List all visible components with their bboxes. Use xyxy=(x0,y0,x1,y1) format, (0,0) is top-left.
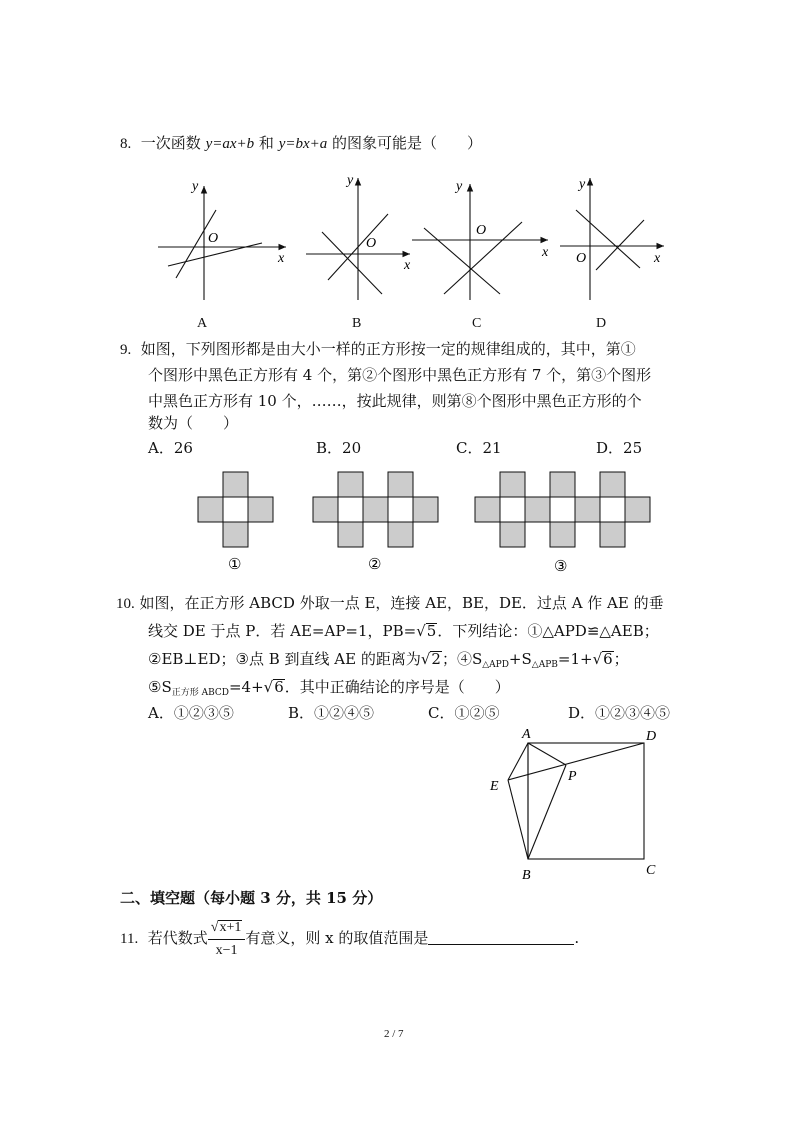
q9-line-1: 9. 如图，下列图形都是由大小一样的正方形按一定的规律组成的，其中，第① xyxy=(120,340,636,358)
q9-choice-a[interactable]: A．26 xyxy=(148,439,193,457)
q9-figure-1 xyxy=(198,472,273,547)
q9-figure-2 xyxy=(313,472,438,547)
q8-c-y-label: y xyxy=(456,179,463,194)
q8-c-x-label: x xyxy=(542,245,549,260)
q8-stem: 8. 一次函数 y=ax+b 和 y=bx+a 的图象可能是（ ） xyxy=(120,134,483,152)
q10-label-d: D xyxy=(646,729,657,744)
q8-graph-b xyxy=(306,178,410,300)
q10-sqrt-5: 5 xyxy=(426,622,437,640)
q9-choice-d[interactable]: D．25 xyxy=(596,439,643,457)
q8-function-2: y=bx+a xyxy=(278,136,328,152)
q11-number: 11. xyxy=(120,931,139,947)
q8-graph-a xyxy=(158,186,286,300)
q8-option-c[interactable]: C xyxy=(472,316,482,331)
page-number: 2 / 7 xyxy=(384,1028,404,1040)
q8-graphs xyxy=(150,170,670,315)
q10-segment-pb xyxy=(528,765,566,859)
q10-line-3: ②EB⊥ED；③点 B 到直线 AE 的距离为√2；$④S_{\triangle APD}+S_{\triangle APB}=1+√6$； xyxy=(148,650,629,670)
q10-sqrt-6b: 6 xyxy=(274,678,284,696)
q9-line-4: 数为（ ） xyxy=(148,414,239,432)
q8-option-a[interactable]: A xyxy=(197,316,208,331)
q10-choice-b[interactable]: B．①②④⑤ xyxy=(288,704,375,722)
q10-choice-d[interactable]: D．①②③④⑤ xyxy=(568,704,671,722)
q10-label-c: C xyxy=(646,863,656,878)
q10-segment-ap xyxy=(528,743,566,765)
q10-line-1: 10. 如图，在正方形 ABCD 外取一点 E，连接 AE，BE，DE．过点 A 作 AE 的垂 xyxy=(116,594,664,612)
q10-line-4: $⑤S_{正方形 ABCD}=4+√6$．其中正确结论的序号是（ ） xyxy=(148,678,510,698)
q10-number: 10. xyxy=(116,596,135,612)
q9-figures xyxy=(190,465,660,580)
q10-label-e: E xyxy=(490,779,499,794)
q10-label-p: P xyxy=(568,769,577,784)
q10-line-2: 线交 DE 于点 P．若 AE=AP=1，PB=√5．下列结论：①△APD≌△AEB； xyxy=(148,622,659,640)
q8-d-x-label: x xyxy=(654,251,661,266)
q10-segment-eb xyxy=(508,780,528,859)
q8-a-origin: O xyxy=(208,231,219,246)
q8-function-1: y=ax+b xyxy=(205,136,255,152)
q9-figure-2-label: ② xyxy=(368,557,382,573)
q8-graph-c xyxy=(412,184,548,300)
q8-graph-d xyxy=(560,178,664,300)
q8-b-origin: O xyxy=(366,236,377,251)
q8-c-origin: O xyxy=(476,223,487,238)
section-2-title: 二、填空题（每小题 3 分，共 15 分） xyxy=(120,889,383,907)
q9-figure-3-label: ③ xyxy=(554,559,568,575)
q11-stem: 11. 若代数式 $\frac{√x+1}{x-1}$ 有意义，则 x 的取值范围是 . xyxy=(120,916,579,962)
q10-choice-c[interactable]: C．①②⑤ xyxy=(428,704,500,722)
q10-square-abcd xyxy=(528,743,644,859)
q9-figure-1-label: ① xyxy=(228,557,242,573)
q8-d-origin: O xyxy=(576,251,587,266)
q8-b-y-label: y xyxy=(347,173,354,188)
q10-label-a: A xyxy=(522,727,531,742)
q11-answer-blank[interactable] xyxy=(428,928,574,945)
q8-b-x-label: x xyxy=(404,258,411,273)
q8-a-y-label: y xyxy=(192,179,199,194)
q10-segment-ae xyxy=(508,743,528,780)
q9-figure-3 xyxy=(475,472,650,547)
q10-sqrt-6a: 6 xyxy=(603,650,613,668)
q9-line-3: 中黑色正方形有 10 个，……，按此规律，则第⑧个图形中黑色正方形的个 xyxy=(148,392,642,410)
q9-choice-b[interactable]: B．20 xyxy=(316,439,362,457)
q9-line-2: 个图形中黑色正方形有 4 个，第②个图形中黑色正方形有 7 个，第③个图形 xyxy=(148,366,652,384)
q11-fraction: $\frac{√x+1}{x-1}$ xyxy=(208,917,246,962)
q8-number: 8. xyxy=(120,136,132,152)
q9-number: 9. xyxy=(120,342,132,358)
q8-option-b[interactable]: B xyxy=(352,316,362,331)
q8-a-x-label: x xyxy=(278,251,285,266)
q10-choice-a[interactable]: A．①②③⑤ xyxy=(148,704,234,722)
q10-label-b: B xyxy=(522,868,531,883)
q8-d-y-label: y xyxy=(579,177,586,192)
q8-option-d[interactable]: D xyxy=(596,316,607,331)
q10-sqrt-2: 2 xyxy=(431,650,441,668)
q9-choice-c[interactable]: C．21 xyxy=(456,439,502,457)
q10-square-figure xyxy=(480,722,680,887)
